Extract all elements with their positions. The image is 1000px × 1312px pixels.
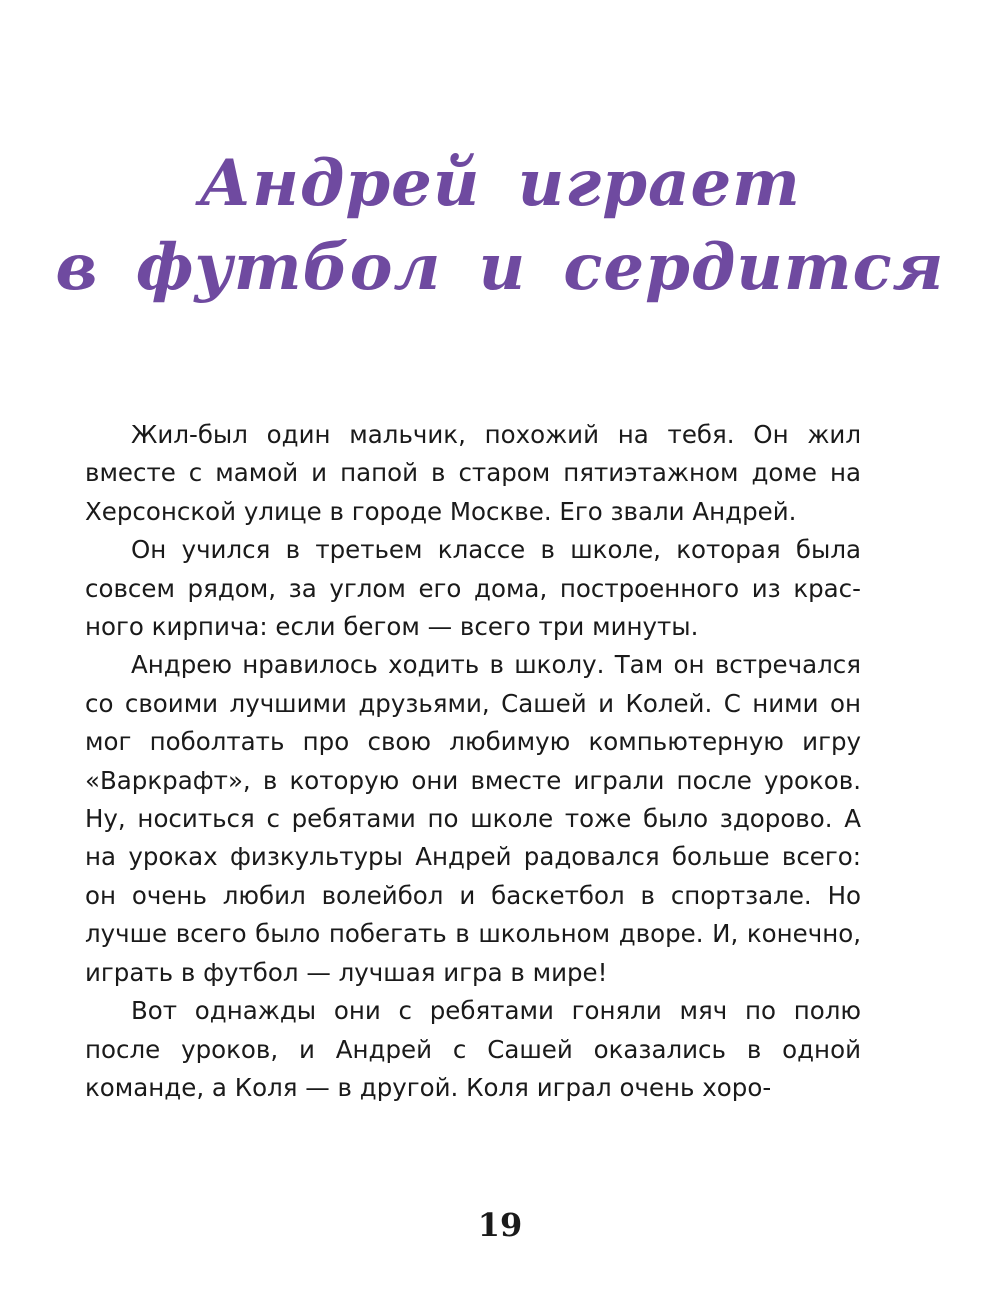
chapter-title bbox=[0, 142, 1000, 310]
paragraph-1: Жил-был один мальчик, похожий на тебя. Он жил вместе с мамой и папой в старом пятиэтажном доме на Херсонской улице в городе Москве. Его звали Андрей. bbox=[85, 420, 861, 526]
chapter-body bbox=[85, 416, 861, 1107]
paragraph-4: Вот однажды они с ребятами гоняли мяч по полю после уроков, и Андрей с Сашей оказались в одной команде, а Коля — в другой. Коля играл очень хоро- bbox=[85, 996, 861, 1102]
paragraph-3: Андрею нравилось ходить в школу. Там он встречался со своими лучшими друзьями, Сашей и Колей. С ними он мог поболтать про свою любимую компьютерную игру «Варкрафт», в которую они вместе играли после уроков. Ну, носиться с ребятами по школе тоже было здорово. А на уроках физкультуры Андрей радовался больше всего: он очень любил волейбол и баскетбол в спортзале. Но лучше всего было побегать в школьном дворе. И, конечно, играть в футбол — лучшая игра в мире! bbox=[85, 650, 861, 987]
paragraph-2: Он учился в третьем классе в школе, которая была совсем рядом, за углом его дома, построенного из красного кирпича: если бегом — всего три минуты. bbox=[85, 535, 861, 642]
chapter-title-line-1: Андрей играет bbox=[199, 146, 801, 221]
page-number: 19 bbox=[477, 1206, 523, 1244]
chapter-title-line-2: в футбол и сердится bbox=[55, 230, 945, 305]
